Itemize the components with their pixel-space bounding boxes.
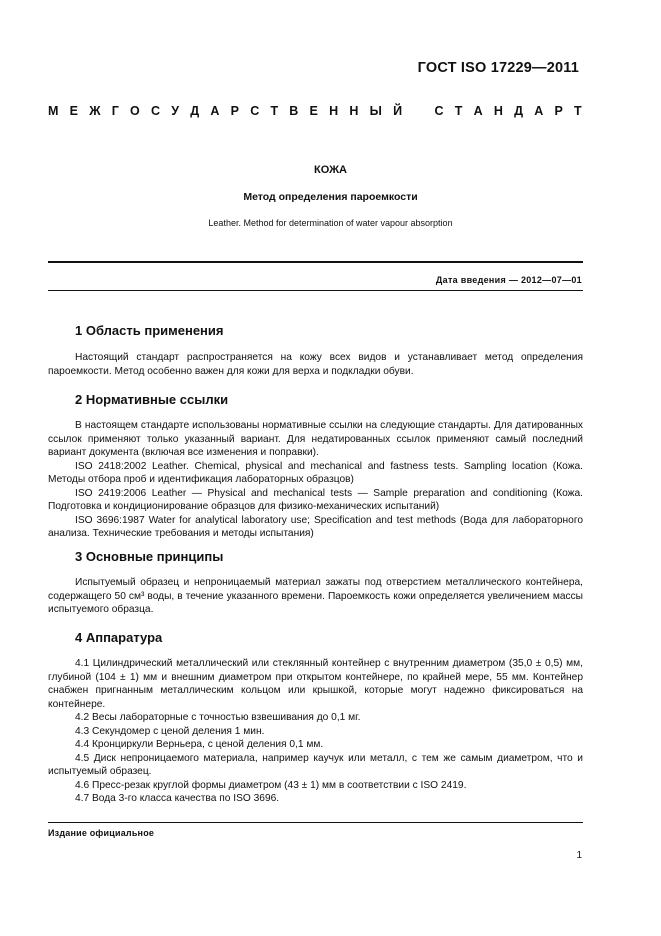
paragraph: ISO 3696:1987 Water for analytical laboratory use; Specification and test methods (Вода для лабораторного анализа. Технические требования и методы испытания)	[48, 514, 583, 539]
section-heading: 3 Основные принципы	[75, 549, 224, 564]
banner-letter: Н	[349, 104, 359, 118]
banner-letter: Е	[309, 104, 318, 118]
banner-letter: Р	[554, 104, 563, 118]
paragraph: 4.1 Цилиндрический металлический или стеклянный контейнер с внутренним диаметром (35,0 ± 0,5) мм, глубиной (104 ± 1) мм и внешним диаметром при открытом контейнере, по крайней мере, 55 мм. Контейнер снабжен пригнанным металлическим кольцом или крышкой, которые могут надежно фиксироваться на контейнере.	[48, 658, 583, 710]
section-body	[48, 351, 583, 378]
banner-letter: Р	[230, 104, 239, 118]
section-body	[48, 657, 583, 806]
english-title: Leather. Method for determination of water vapour absorption	[208, 218, 453, 228]
banner-letter: Н	[329, 104, 339, 118]
banner-gap	[413, 104, 423, 118]
banner-letter: С	[151, 104, 161, 118]
page-number: 1	[576, 850, 582, 861]
banner-letter: Д	[190, 104, 200, 118]
paragraph: Испытуемый образец и непроницаемый материал зажаты под отверстием металлического контейнера, содержащего 50 см³ воды, в течение указанного времени. Пароемкость кожи определяется увеличением массы испытуемого образца.	[48, 577, 583, 615]
paragraph: 4.5 Диск непроницаемого материала, например каучук или металл, с тем же самым диаметром, что и испытуемый образец.	[48, 752, 583, 777]
section-heading: 1 Область применения	[75, 323, 224, 338]
paragraph: В настоящем стандарте использованы нормативные ссылки на следующие стандарты. Для датированных ссылок применяют только указанный вариант. Для недатированных ссылок применяют самый последний вариант документа (включая все изменения и поправки).	[48, 420, 583, 458]
paragraph: Настоящий стандарт распространяется на кожу всех видов и устанавливает метод определения пароемкости. Метод особенно важен для кожи для верха и подкладки обуви.	[48, 352, 583, 377]
document-number: ГОСТ ISO 17229—2011	[417, 60, 579, 76]
paragraph: 4.4 Кронциркули Верньера, с ценой деления 0,1 мм.	[75, 739, 324, 750]
banner-letter: Н	[493, 104, 503, 118]
banner-letter: Т	[574, 104, 582, 118]
paragraph: 4.6 Пресс-резак круглой формы диаметром (43 ± 1) мм в соответствии с ISO 2419.	[75, 779, 467, 791]
document-title: КОЖА	[313, 164, 347, 176]
section-body	[48, 576, 583, 617]
section-heading: 2 Нормативные ссылки	[75, 392, 229, 407]
banner-letter: Т	[270, 104, 279, 118]
banner-letter: Ы	[369, 104, 382, 118]
banner-letter: О	[130, 104, 140, 118]
banner-letter: Т	[454, 104, 463, 118]
paragraph: ISO 2419:2006 Leather — Physical and mechanical tests — Sample preparation and conditioning (Кожа. Подготовка и кондиционирование образцов для физико-механических испытаний)	[48, 487, 583, 512]
introduction-date: Дата введения — 2012—07—01	[435, 275, 582, 285]
banner-letter: Й	[393, 104, 403, 118]
banner-letter: А	[210, 104, 220, 118]
section-body	[48, 419, 583, 541]
paragraph: 4.7 Вода 3-го класса качества по ISO 3696.	[75, 793, 280, 804]
banner-letter: А	[534, 104, 544, 118]
banner-letter: Г	[111, 104, 119, 118]
section-heading: 4 Аппаратура	[75, 630, 163, 645]
banner-letter: Ж	[89, 104, 101, 118]
document-subtitle: Метод определения пароемкости	[243, 191, 418, 203]
banner-letter: С	[250, 104, 260, 118]
banner-letter: А	[473, 104, 483, 118]
banner-letter: У	[171, 104, 180, 118]
paragraph: 4.3 Секундомер с ценой деления 1 мин.	[75, 725, 265, 737]
banner-letter: М	[48, 104, 59, 118]
footer-divider	[48, 822, 583, 823]
title-divider	[48, 261, 583, 263]
official-edition-label: Издание официальное	[48, 828, 155, 838]
banner-letter: Е	[69, 104, 78, 118]
banner-letter: С	[434, 104, 444, 118]
paragraph: ISO 2418:2002 Leather. Chemical, physical and mechanical and fastness tests. Sampling location (Кожа. Методы отбора проб и идентификация лабораторных образцов)	[48, 460, 583, 485]
banner-letter: Д	[514, 104, 524, 118]
paragraph: 4.2 Весы лабораторные с точностью взвешивания до 0,1 мг.	[75, 712, 361, 723]
interstate-standard-banner	[48, 104, 582, 118]
banner-letter: В	[289, 104, 299, 118]
date-divider	[48, 290, 583, 291]
